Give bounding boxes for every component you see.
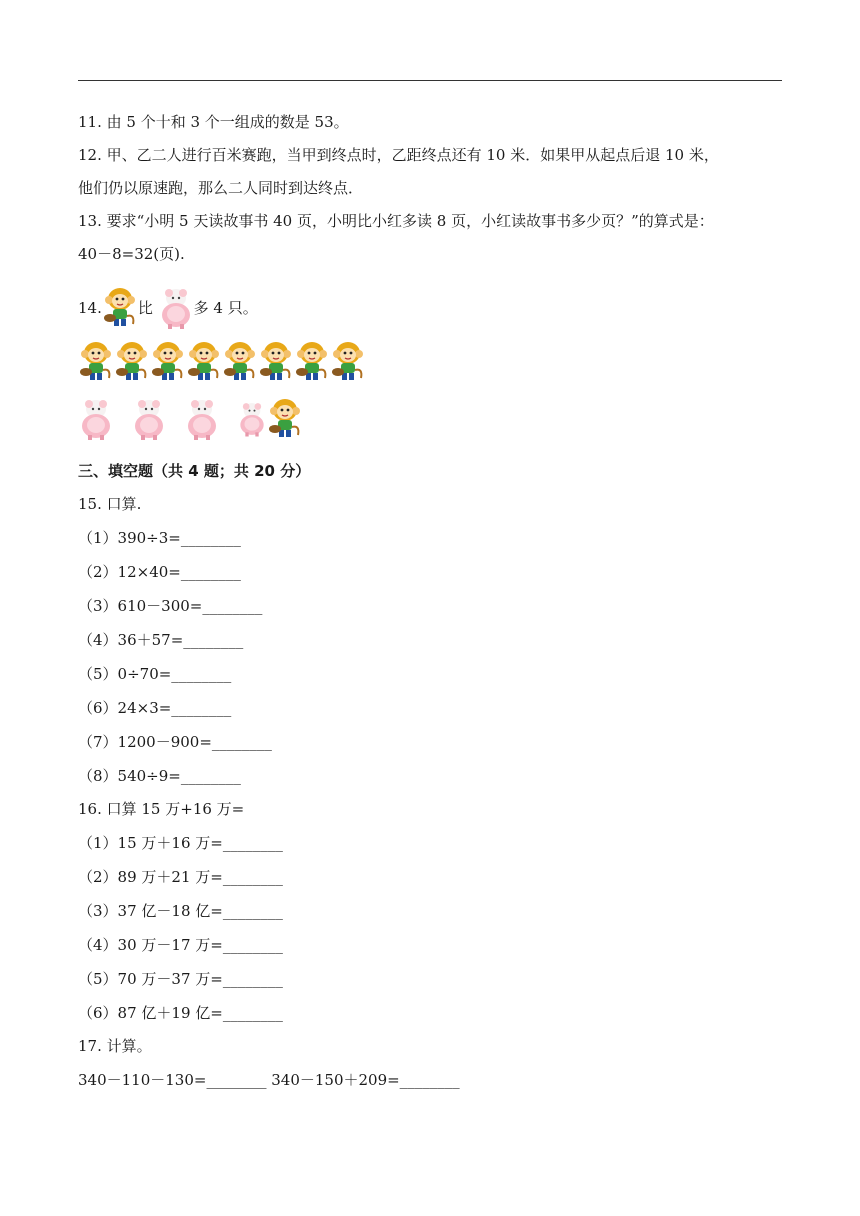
monkey-icon xyxy=(150,340,186,384)
sheep-icon xyxy=(78,397,114,441)
q15-item: （6）24×3=________ xyxy=(78,699,232,717)
sheep-icon xyxy=(237,397,267,441)
question-16-title: 16. 口算 15 万+16 万= xyxy=(78,800,245,818)
monkey-icon xyxy=(258,340,294,384)
sheep-icon xyxy=(184,397,220,441)
monkey-icon xyxy=(78,340,114,384)
q15-item: （5）0÷70=________ xyxy=(78,665,232,683)
q16-item: （3）37 亿－18 亿=________ xyxy=(78,902,283,920)
q16-item: （5）70 万－37 万=________ xyxy=(78,970,283,988)
monkey-icon xyxy=(294,340,330,384)
monkey-icon xyxy=(267,397,303,441)
section-3-heading: 三、填空题（共 4 题；共 20 分） xyxy=(78,462,311,480)
monkey-row xyxy=(78,340,366,384)
question-15-title: 15. 口算. xyxy=(78,495,142,513)
q15-item: （2）12×40=________ xyxy=(78,563,241,581)
question-14 xyxy=(78,286,258,330)
monkey-icon xyxy=(102,286,138,330)
question-13-line-2: 40－8=32(页). xyxy=(78,245,185,263)
monkey-icon xyxy=(222,340,258,384)
q15-item: （8）540÷9=________ xyxy=(78,767,241,785)
q15-item: （7）1200－900=________ xyxy=(78,733,272,751)
q16-item: （4）30 万－17 万=________ xyxy=(78,936,283,954)
question-11: 11. 由 5 个十和 3 个一组成的数是 53。 xyxy=(78,113,349,131)
question-14-number: 14. xyxy=(78,299,102,317)
header-rule xyxy=(78,80,782,81)
q15-item: （3）610－300=________ xyxy=(78,597,263,615)
q15-item: （4）36＋57=________ xyxy=(78,631,244,649)
monkey-icon xyxy=(114,340,150,384)
sheep-icon xyxy=(131,397,167,441)
q16-item: （1）15 万＋16 万=________ xyxy=(78,834,283,852)
question-12-line-1: 12. 甲、乙二人进行百米赛跑，当甲到终点时，乙距终点还有 10 米．如果甲从起点后退 10 米， xyxy=(78,146,719,164)
question-13-line-1: 13. 要求“小明 5 天读故事书 40 页，小明比小红多读 8 页，小红读故事书多少页？”的算式是： xyxy=(78,212,714,230)
question-17-title: 17. 计算。 xyxy=(78,1037,152,1055)
monkey-icon xyxy=(186,340,222,384)
sheep-icon xyxy=(158,286,194,330)
question-17-expression: 340－110－130=________ 340－150＋209=________ xyxy=(78,1071,460,1089)
question-14-tail: 多 4 只。 xyxy=(193,299,258,317)
question-12-line-2: 他们仍以原速跑，那么二人同时到达终点． xyxy=(78,179,364,197)
monkey-icon xyxy=(330,340,366,384)
q15-item: （1）390÷3=________ xyxy=(78,529,241,547)
question-14-bi: 比 xyxy=(137,299,153,317)
q16-item: （2）89 万＋21 万=________ xyxy=(78,868,283,886)
sheep-row xyxy=(78,397,303,441)
q16-item: （6）87 亿＋19 亿=________ xyxy=(78,1004,283,1022)
